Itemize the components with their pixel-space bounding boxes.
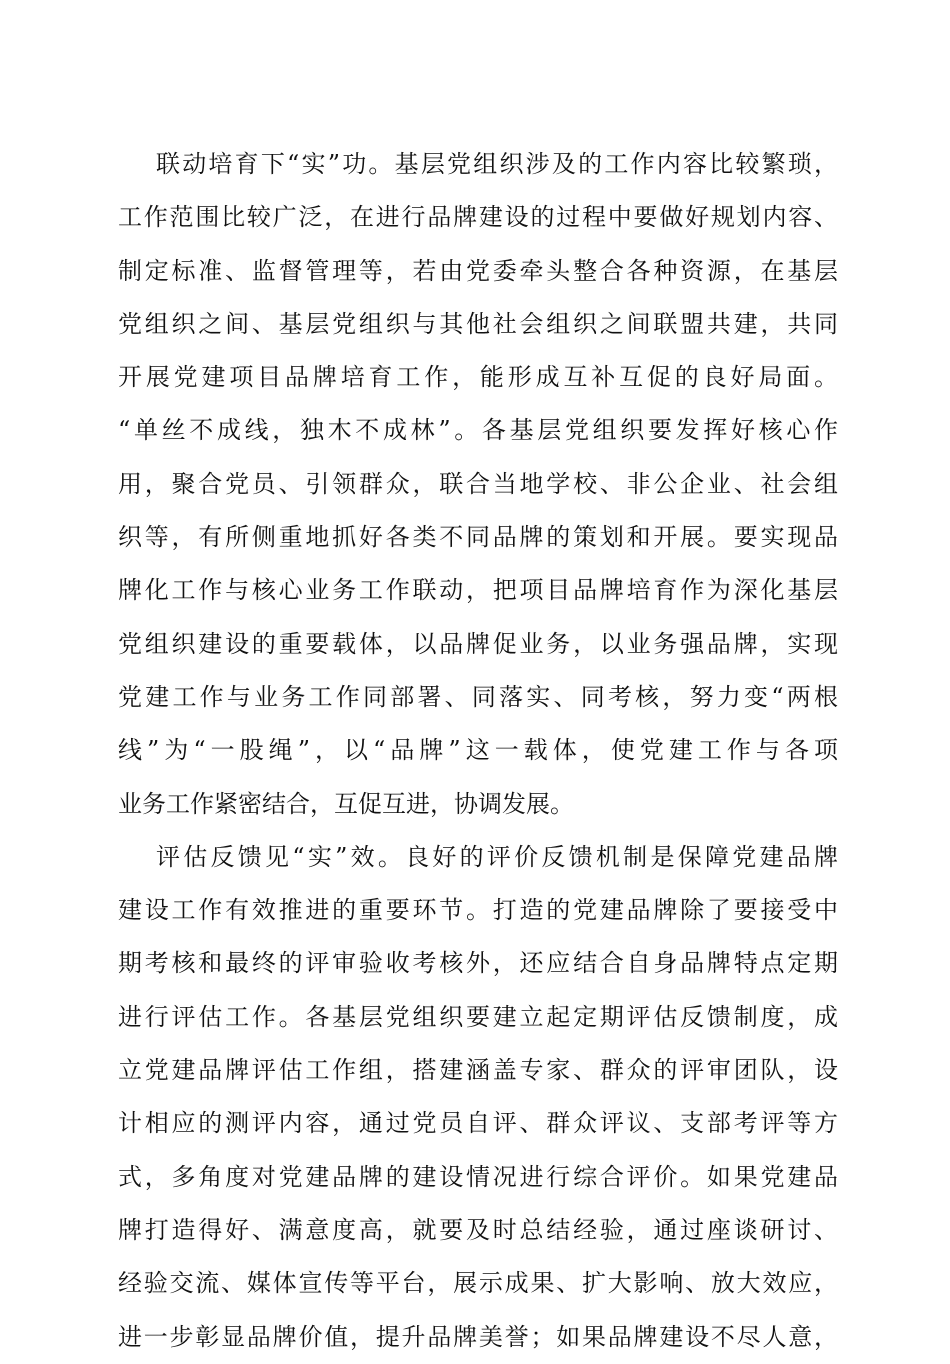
paragraph-joint-cultivation	[118, 138, 838, 831]
text-line: 建设工作有效推进的重要环节。打造的党建品牌除了要接受中	[118, 896, 838, 925]
text-line: 进行评估工作。各基层党组织要建立起定期评估反馈制度，成	[118, 1002, 838, 1031]
text-line: 进一步彰显品牌价值，提升品牌美誉；如果品牌建设不尽人意，	[118, 1322, 838, 1351]
text-line: 经验交流、媒体宣传等平台，展示成果、扩大影响、放大效应，	[118, 1269, 838, 1298]
text-line: 用，聚合党员、引领群众，联合当地学校、非公企业、社会组	[118, 469, 838, 498]
text-line: 业务工作紧密结合，互促互进，协调发展。	[118, 789, 574, 818]
text-line: 计相应的测评内容，通过党员自评、群众评议、支部考评等方	[118, 1109, 838, 1138]
text-line: 织等，有所侧重地抓好各类不同品牌的策划和开展。要实现品	[118, 523, 838, 552]
text-line: 党组织之间、基层党组织与其他社会组织之间联盟共建，共同	[118, 309, 838, 338]
text-line: 牌化工作与核心业务工作联动，把项目品牌培育作为深化基层	[118, 576, 838, 605]
text-line: 联动培育下“实”功。基层党组织涉及的工作内容比较繁琐，	[156, 150, 838, 178]
text-line: 党组织建设的重要载体，以品牌促业务，以业务强品牌，实现	[118, 629, 838, 658]
text-line: 党建工作与业务工作同部署、同落实、同考核，努力变“两根	[118, 682, 838, 711]
text-line: 开展党建项目品牌培育工作，能形成互补互促的良好局面。	[118, 363, 838, 392]
paragraph-evaluation-feedback	[118, 831, 838, 1364]
text-line: “单丝不成线，独木不成林”。各基层党组织要发挥好核心作	[118, 416, 838, 445]
text-line: 制定标准、监督管理等，若由党委牵头整合各种资源，在基层	[118, 256, 838, 285]
text-line: 评估反馈见“实”效。良好的评价反馈机制是保障党建品牌	[156, 842, 838, 871]
text-line: 牌打造得好、满意度高，就要及时总结经验，通过座谈研讨、	[118, 1215, 838, 1244]
text-line: 立党建品牌评估工作组，搭建涵盖专家、群众的评审团队，设	[118, 1056, 838, 1085]
text-line: 线”为“一股绳”，以“品牌”这一载体，使党建工作与各项	[118, 736, 838, 765]
text-line: 工作范围比较广泛，在进行品牌建设的过程中要做好规划内容、	[118, 203, 838, 232]
text-line: 期考核和最终的评审验收考核外，还应结合自身品牌特点定期	[118, 949, 838, 978]
text-line: 式，多角度对党建品牌的建设情况进行综合评价。如果党建品	[118, 1162, 838, 1191]
body-text	[118, 138, 838, 1364]
